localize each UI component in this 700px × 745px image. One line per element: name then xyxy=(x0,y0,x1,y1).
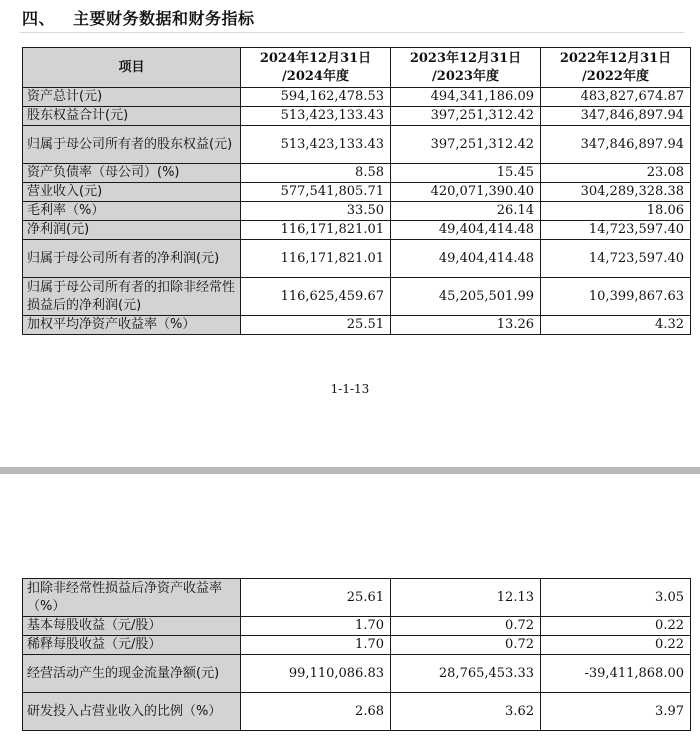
row-value: 420,071,390.40 xyxy=(391,183,541,202)
row-value: 0.72 xyxy=(391,617,541,636)
row-label: 基本每股收益（元/股） xyxy=(23,617,241,636)
row-value: 594,162,478.53 xyxy=(241,88,391,107)
row-value: 304,289,328.38 xyxy=(541,183,691,202)
section-number: 四、 xyxy=(22,9,56,28)
row-label: 归属于母公司所有者的股东权益(元) xyxy=(23,126,241,164)
row-value: 0.22 xyxy=(541,617,691,636)
row-value: 49,404,414.48 xyxy=(391,240,541,278)
header-date: 2024年12月31日 xyxy=(259,50,372,66)
row-value: 0.22 xyxy=(541,636,691,655)
row-value: 3.62 xyxy=(391,693,541,731)
table-row xyxy=(23,617,691,636)
header-year: /2023年度 xyxy=(432,68,499,84)
row-value: 14,723,597.40 xyxy=(541,221,691,240)
table-row xyxy=(23,240,691,278)
row-label: 净利润(元) xyxy=(23,221,241,240)
row-value: 0.72 xyxy=(391,636,541,655)
row-label: 股东权益合计(元) xyxy=(23,107,241,126)
section-heading xyxy=(22,6,255,29)
row-label: 归属于母公司所有者的净利润(元) xyxy=(23,240,241,278)
row-value: 33.50 xyxy=(241,202,391,221)
header-year: /2022年度 xyxy=(582,68,649,84)
table-row xyxy=(23,278,691,316)
row-value: 23.08 xyxy=(541,164,691,183)
financial-data-table-continued xyxy=(22,578,691,731)
row-value: -39,411,868.00 xyxy=(541,655,691,693)
row-value: 4.32 xyxy=(541,316,691,335)
table-row xyxy=(23,693,691,731)
row-value: 513,423,133.43 xyxy=(241,126,391,164)
row-value: 49,404,414.48 xyxy=(391,221,541,240)
table-header-row xyxy=(23,48,691,88)
row-label: 毛利率（%） xyxy=(23,202,241,221)
table-row xyxy=(23,655,691,693)
table-row xyxy=(23,126,691,164)
row-value: 116,171,821.01 xyxy=(241,240,391,278)
row-value: 25.61 xyxy=(241,579,391,617)
row-value: 14,723,597.40 xyxy=(541,240,691,278)
row-label: 经营活动产生的现金流量净额(元) xyxy=(23,655,241,693)
page-number: 1-1-13 xyxy=(330,382,370,396)
table-row xyxy=(23,164,691,183)
header-year: /2024年度 xyxy=(282,68,349,84)
row-value: 99,110,086.83 xyxy=(241,655,391,693)
row-label: 扣除非经常性损益后净资产收益率（%） xyxy=(23,579,241,617)
row-value: 116,171,821.01 xyxy=(241,221,391,240)
row-value: 494,341,186.09 xyxy=(391,88,541,107)
header-date: 2022年12月31日 xyxy=(559,50,672,66)
page-break-band xyxy=(0,467,700,474)
header-item: 项目 xyxy=(23,48,241,88)
row-value: 15.45 xyxy=(391,164,541,183)
row-label: 营业收入(元) xyxy=(23,183,241,202)
table-row xyxy=(23,636,691,655)
table-row xyxy=(23,183,691,202)
row-value: 25.51 xyxy=(241,316,391,335)
row-label: 资产总计(元) xyxy=(23,88,241,107)
row-value: 116,625,459.67 xyxy=(241,278,391,316)
table-row xyxy=(23,202,691,221)
row-value: 28,765,453.33 xyxy=(391,655,541,693)
header-date: 2023年12月31日 xyxy=(409,50,522,66)
row-value: 26.14 xyxy=(391,202,541,221)
row-label: 资产负债率（母公司）(%) xyxy=(23,164,241,183)
table-row xyxy=(23,107,691,126)
table-row xyxy=(23,316,691,335)
row-value: 577,541,805.71 xyxy=(241,183,391,202)
row-value: 18.06 xyxy=(541,202,691,221)
row-label: 稀释每股收益（元/股） xyxy=(23,636,241,655)
header-period-2024 xyxy=(241,48,391,88)
financial-data-table xyxy=(22,47,691,335)
row-value: 8.58 xyxy=(241,164,391,183)
section-title: 主要财务数据和财务指标 xyxy=(73,9,255,28)
row-value: 397,251,312.42 xyxy=(391,126,541,164)
row-value: 483,827,674.87 xyxy=(541,88,691,107)
row-label: 归属于母公司所有者的扣除非经常性损益后的净利润(元) xyxy=(23,278,241,316)
row-value: 12.13 xyxy=(391,579,541,617)
row-value: 1.70 xyxy=(241,617,391,636)
header-period-2023 xyxy=(391,48,541,88)
row-value: 3.97 xyxy=(541,693,691,731)
header-period-2022 xyxy=(541,48,691,88)
row-value: 45,205,501.99 xyxy=(391,278,541,316)
top-divider xyxy=(20,32,684,33)
table-row xyxy=(23,221,691,240)
row-value: 347,846,897.94 xyxy=(541,126,691,164)
row-value: 347,846,897.94 xyxy=(541,107,691,126)
row-label: 研发投入占营业收入的比例（%） xyxy=(23,693,241,731)
row-value: 13.26 xyxy=(391,316,541,335)
row-value: 397,251,312.42 xyxy=(391,107,541,126)
table-row xyxy=(23,88,691,107)
row-value: 1.70 xyxy=(241,636,391,655)
row-value: 10,399,867.63 xyxy=(541,278,691,316)
row-value: 2.68 xyxy=(241,693,391,731)
table-row xyxy=(23,579,691,617)
row-value: 513,423,133.43 xyxy=(241,107,391,126)
row-label: 加权平均净资产收益率（%） xyxy=(23,316,241,335)
row-value: 3.05 xyxy=(541,579,691,617)
